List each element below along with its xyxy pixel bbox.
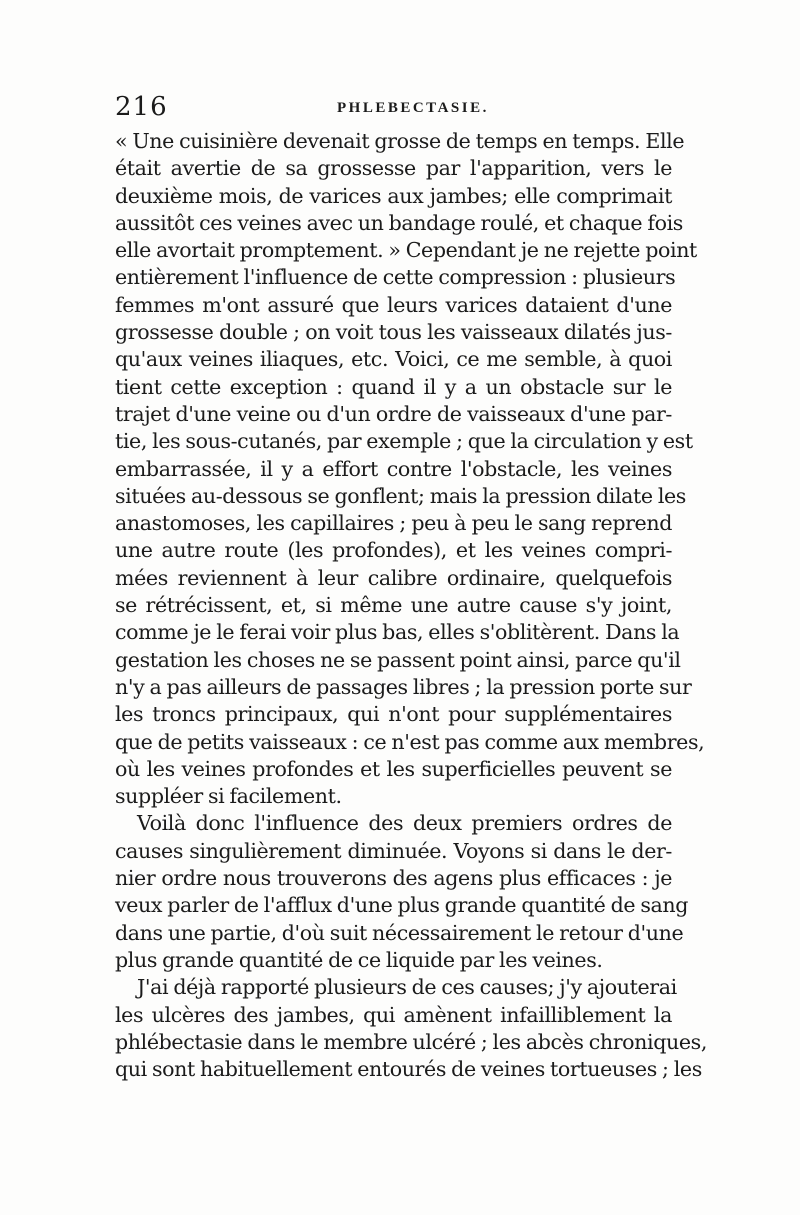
text-line: aussitôt ces veines avec un bandage roulé, et chaque fois [115, 210, 683, 235]
text-line: Voilà donc l'influence des deux premiers ordres de [137, 811, 672, 836]
text-line: elle avortait promptement. » Cependant je ne rejette point [115, 238, 697, 263]
running-title: PHLEBECTASIE. [337, 100, 489, 116]
text-line: nier ordre nous trouverons des agens plus efficaces : je [115, 866, 672, 891]
text-line: où les veines profondes et les superficielles peuvent se [115, 756, 672, 781]
text-line: causes singulièrement diminuée. Voyons si dans le der- [115, 838, 672, 863]
text-line: tient cette exception : quand il y a un obstacle sur le [115, 374, 672, 399]
text-line: « Une cuisinière devenait grosse de temps en temps. Elle [115, 129, 685, 153]
running-head [115, 92, 675, 122]
text-line: les ulcères des jambes, qui amènent infailliblement la [115, 1002, 672, 1027]
text-line: trajet d'une veine ou d'un ordre de vaisseaux d'une par- [115, 401, 672, 426]
text-line: embarrassée, il y a effort contre l'obstacle, les veines [115, 456, 672, 481]
text-line: grossesse double ; on voit tous les vaisseaux dilatés jus- [115, 320, 672, 345]
text-line: une autre route (les profondes), et les veines compri- [115, 538, 672, 563]
text-line: dans une partie, d'où suit nécessairement le retour d'une [115, 920, 684, 945]
text-line: femmes m'ont assuré que leurs varices dataient d'une [115, 292, 672, 317]
text-line: mées reviennent à leur calibre ordinaire, quelquefois [115, 565, 672, 590]
text-line: tie, les sous-cutanés, par exemple ; que la circulation y est [115, 429, 693, 454]
text-line: J'ai déjà rapporté plusieurs de ces causes; j'y ajouterai [137, 975, 677, 1000]
text-line: n'y a pas ailleurs de passages libres ; la pression porte sur [115, 674, 692, 699]
text-line: comme je le ferai voir plus bas, elles s'oblitèrent. Dans la [115, 620, 680, 645]
text-line: veux parler de l'afflux d'une plus grande quantité de sang [115, 893, 689, 918]
text-line: qui sont habituellement entourés de veines tortueuses ; les [115, 1057, 702, 1082]
text-line: suppléer si facilement. [115, 784, 342, 809]
text-line: deuxième mois, de varices aux jambes; elle comprimait [115, 183, 672, 208]
text-line: gestation les choses ne se passent point ainsi, parce qu'il [115, 647, 681, 672]
text-line: que de petits vaisseaux : ce n'est pas comme aux membres, [115, 729, 705, 754]
body-text [115, 128, 707, 1083]
text-line: anastomoses, les capillaires ; peu à peu le sang reprend [115, 511, 672, 536]
text-line: situées au-dessous se gonflent; mais la pression dilate les [115, 483, 686, 508]
text-line: entièrement l'influence de cette compression : plusieurs [115, 265, 676, 290]
text-line: phlébectasie dans le membre ulcéré ; les abcès chroniques, [115, 1029, 707, 1054]
text-line: se rétrécissent, et, si même une autre cause s'y joint, [115, 593, 672, 618]
text-line: qu'aux veines iliaques, etc. Voici, ce me semble, à quoi [115, 347, 672, 372]
page-number: 216 [115, 92, 168, 122]
text-line: était avertie de sa grossesse par l'apparition, vers le [115, 156, 672, 181]
text-line: les troncs principaux, qui n'ont pour supplémentaires [115, 702, 672, 727]
text-line: plus grande quantité de ce liquide par les veines. [115, 947, 603, 972]
